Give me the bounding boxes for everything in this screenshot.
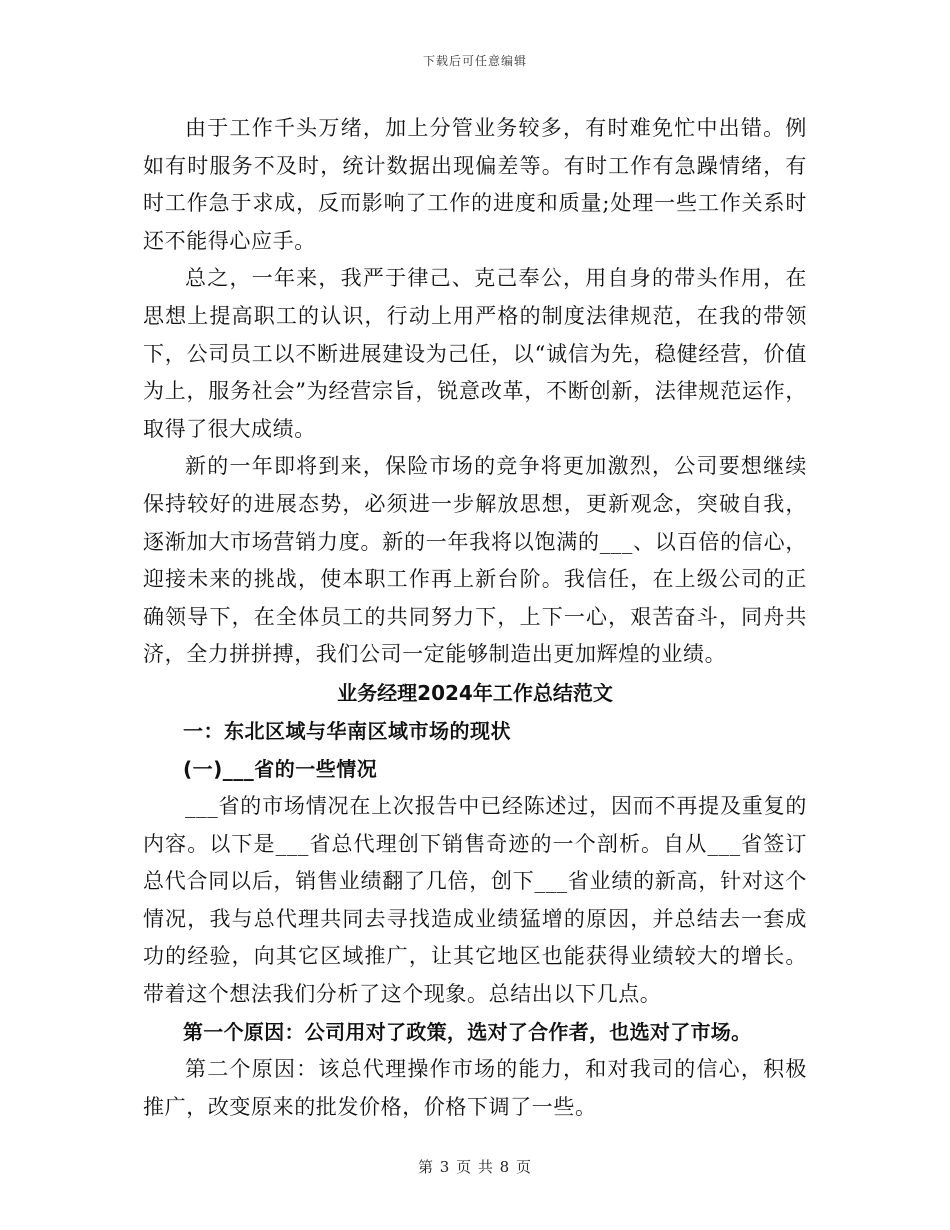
heading-province-situation: (一)___省的一些情况 bbox=[183, 756, 378, 781]
paragraph-province-analysis: ___省的市场情况在上次报告中已经陈述过，因而不再提及重复的内容。以下是___省总代理创下销售奇迹的一个剖析。自从___省签订总代合同以后，销售业绩翻了几倍，创下___省业绩的新高，针对这个情况，我与总代理共同去寻找造成业绩猛增的原因，并总结去一套成功的经验，向其它区域推广，让其它地区也能获得业绩较大的增长。带着这个想法我们分析了这个现象。总结出以下几点。 bbox=[143, 793, 807, 1006]
paragraph-summary: 总之，一年来，我严于律己、克己奉公，用自身的带头作用，在思想上提高职工的认识，行动上用严格的制度法律规范，在我的带领下，公司员工以不断进展建设为己任，以“诚信为先，稳健经营，价值为上，服务社会”为经营宗旨，锐意改革，不断创新，法律规范运作，取得了很大成绩。 bbox=[143, 266, 807, 441]
page-header: 下载后可任意编辑 bbox=[422, 54, 527, 68]
heading-market-status: 一：东北区域与华南区域市场的现状 bbox=[183, 718, 511, 743]
paragraph-new-year: 新的一年即将到来，保险市场的竞争将更加激烈，公司要想继续保持较好的进展态势，必须进一步解放思想，更新观念，突破自我，逐渐加大市场营销力度。新的一年我将以饱满的___、以百倍的信心，迎接未来的挑战，使本职工作再上新台阶。我信任，在上级公司的正确领导下，在全体员工的共同努力下，上下一心，艰苦奋斗，同舟共济，全力拼拼搏，我们公司一定能够制造出更加辉煌的业绩。 bbox=[143, 454, 807, 667]
paragraph-reason-two: 第二个原因：该总代理操作市场的能力，和对我司的信心，积极推广，改变原来的批发价格，价格下调了一些。 bbox=[143, 1057, 807, 1120]
paragraph-reason-one: 第一个原因：公司用对了政策，选对了合作者，也选对了市场。 bbox=[183, 1020, 752, 1045]
page-footer: 第 3 页 共 8 页 bbox=[418, 1158, 532, 1176]
document-body bbox=[143, 110, 807, 1127]
section-title: 业务经理2024年工作总结范文 bbox=[337, 680, 613, 705]
paragraph-shortcomings: 由于工作千头万绪，加上分管业务较多，有时难免忙中出错。例如有时服务不及时，统计数据出现偏差等。有时工作有急躁情绪，有时工作急于求成，反而影响了工作的进度和质量;处理一些工作关系时还不能得心应手。 bbox=[143, 116, 807, 253]
